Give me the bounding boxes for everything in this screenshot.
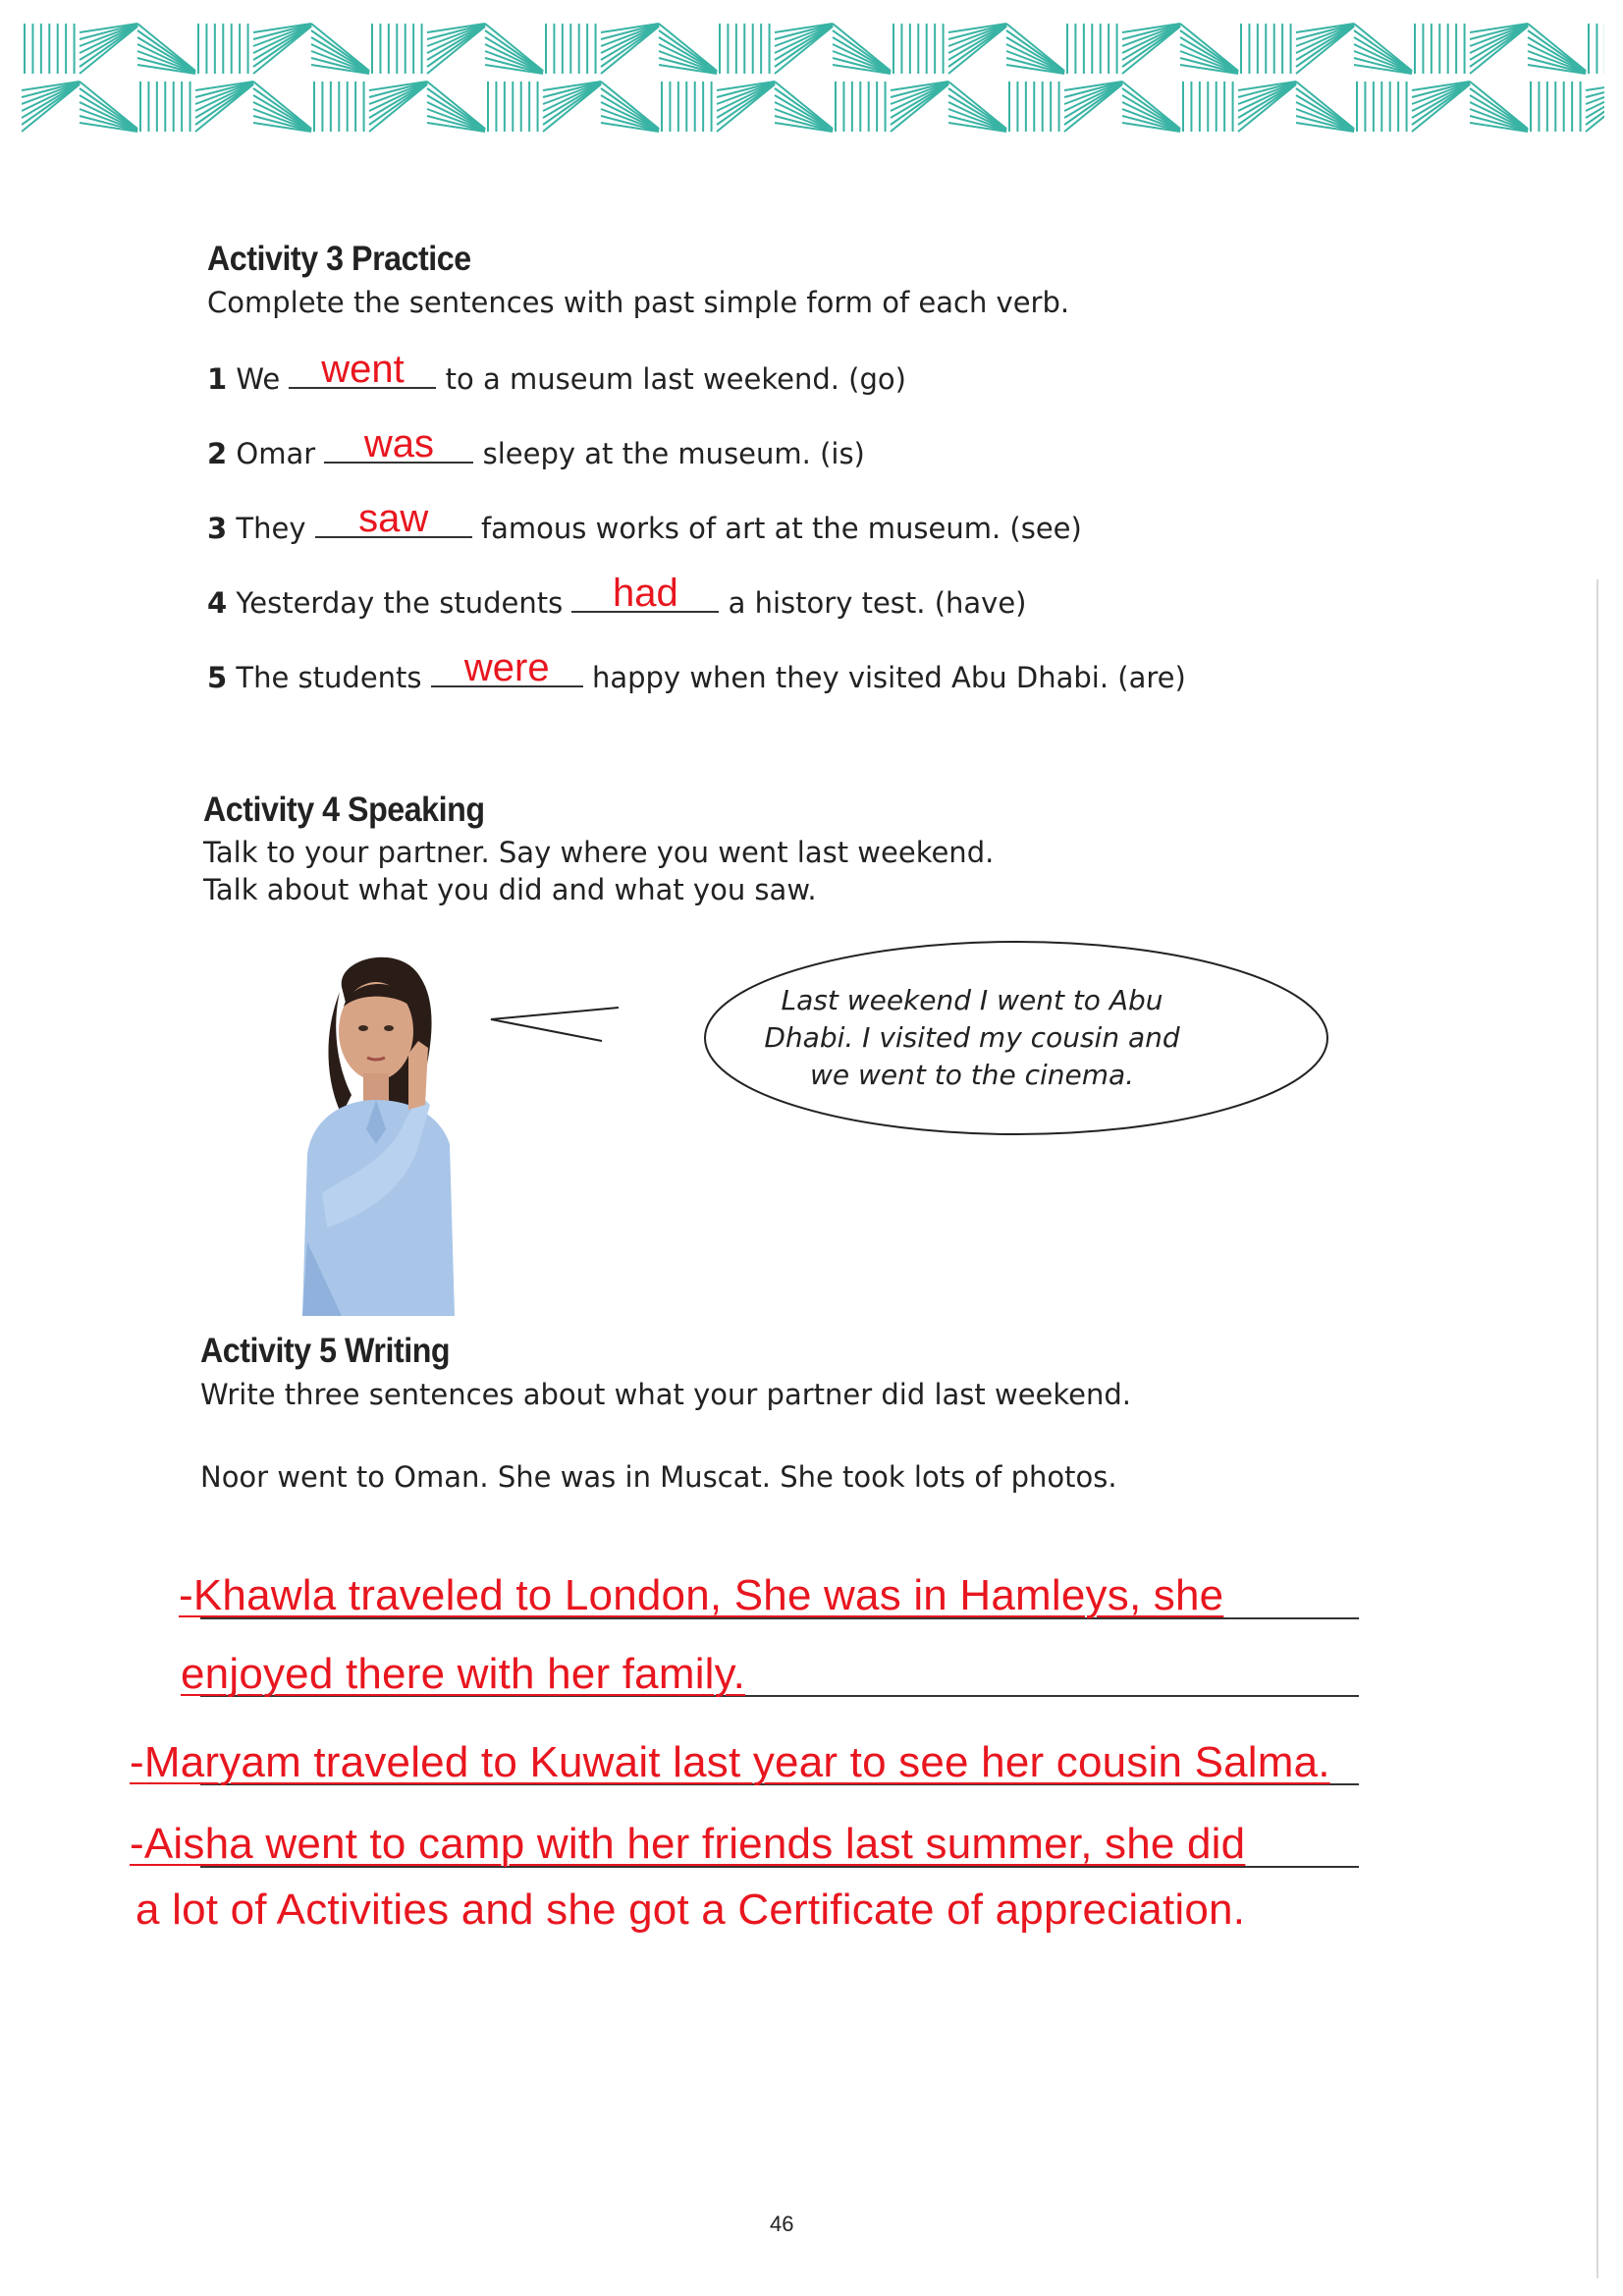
banner-stroke: [369, 84, 427, 132]
activity-5-instruction: Write three sentences about what your partner did last weekend.: [200, 1378, 1131, 1411]
banner-stroke: [1470, 27, 1528, 74]
activity-3-title: Activity 3 Practice: [207, 240, 471, 278]
item-text-after: sleepy at the museum. (is): [482, 437, 865, 470]
page-edge-line: [1596, 579, 1598, 2278]
activity-3-instruction: Complete the sentences with past simple form of each verb.: [207, 286, 1070, 319]
answer-blank[interactable]: [571, 572, 719, 615]
item-number: 4: [207, 586, 228, 620]
banner-stroke: [1470, 82, 1528, 129]
banner-stroke: [1586, 82, 1604, 90]
bubble-line-3: we went to the cinema.: [809, 1059, 1135, 1091]
banner-stroke: [1064, 84, 1122, 132]
item-number: 5: [207, 661, 228, 694]
banner-stroke: [195, 84, 253, 132]
answer-blank[interactable]: [324, 422, 473, 465]
exercise-item-5: [207, 646, 1186, 694]
item-text-after: happy when they visited Abu Dhabi. (are): [591, 661, 1186, 694]
banner-stroke: [427, 82, 485, 129]
banner-stroke: [775, 27, 833, 74]
banner-stroke: [22, 84, 80, 132]
banner-stroke: [833, 24, 891, 71]
activity-4-instruction-1: Talk to your partner. Say where you went last weekend.: [203, 836, 995, 869]
banner-stroke: [485, 24, 543, 71]
page-number: 46: [770, 2212, 794, 2236]
bubble-line-1: Last weekend I went to Abu: [781, 984, 1163, 1016]
banner-stroke: [253, 27, 311, 74]
banner-stroke: [1122, 82, 1180, 129]
exercise-item-1: [207, 348, 906, 396]
handwritten-answer-line-3: -Maryam traveled to Kuwait last year to see her cousin Salma.: [130, 1738, 1330, 1786]
banner-stroke: [659, 24, 717, 71]
item-text-before: They: [236, 512, 306, 545]
banner-stroke: [775, 82, 833, 129]
exercise-item-3: [207, 497, 1082, 545]
item-text-after: famous works of art at the museum. (see): [480, 512, 1082, 545]
banner-stroke: [601, 82, 659, 129]
banner-stroke: [1122, 27, 1180, 74]
answer-text: were: [463, 646, 550, 689]
handwritten-answer-line-5: a lot of Activities and she got a Certificate of appreciation.: [135, 1886, 1246, 1934]
answer-text: saw: [358, 497, 429, 540]
banner-stroke: [253, 82, 311, 129]
banner-stroke: [80, 27, 137, 74]
banner-stroke: [1412, 84, 1470, 132]
item-text-before: Omar: [236, 437, 316, 470]
answer-blank[interactable]: [315, 497, 472, 540]
handwritten-answer-line-1: -Khawla traveled to London, She was in Hamleys, she: [179, 1571, 1224, 1619]
item-number: 1: [207, 362, 228, 396]
banner-stroke: [891, 84, 948, 132]
bubble-line-2: Dhabi. I visited my cousin and: [764, 1021, 1180, 1054]
banner-stroke: [717, 84, 775, 132]
item-number: 2: [207, 437, 228, 470]
answer-text: went: [321, 348, 405, 391]
banner-stroke: [80, 82, 137, 129]
banner-stroke: [1296, 27, 1354, 74]
banner-stroke: [543, 84, 601, 132]
banner-stroke: [1296, 82, 1354, 129]
item-text-before: The students: [236, 661, 422, 694]
item-text-before: Yesterday the students: [236, 586, 564, 620]
activity-4-title: Activity 4 Speaking: [203, 791, 485, 829]
answer-blank[interactable]: [431, 646, 583, 689]
banner-stroke: [1528, 24, 1586, 71]
handwritten-answer-line-4: -Aisha went to camp with her friends last summer, she did: [130, 1820, 1246, 1868]
exercise-item-4: [207, 572, 1027, 620]
activity-5-title: Activity 5 Writing: [200, 1332, 451, 1370]
item-text-after: to a museum last weekend. (go): [445, 362, 906, 396]
answer-blank[interactable]: [289, 348, 436, 391]
banner-stroke: [1180, 24, 1238, 71]
item-text-after: a history test. (have): [728, 586, 1027, 620]
exercise-item-2: [207, 422, 865, 470]
item-text-before: We: [236, 362, 281, 396]
banner-stroke: [1238, 84, 1296, 132]
banner-stroke: [948, 27, 1006, 74]
decorative-banner: [22, 20, 1604, 136]
woman-thinking-illustration: [283, 948, 504, 1316]
banner-stroke: [601, 27, 659, 74]
item-number: 3: [207, 512, 228, 545]
example-sentence: Noor went to Oman. She was in Muscat. She took lots of photos.: [200, 1460, 1117, 1494]
banner-stroke: [1006, 24, 1064, 71]
banner-stroke: [311, 24, 369, 71]
handwritten-answer-line-2: enjoyed there with her family.: [181, 1650, 746, 1698]
banner-stroke: [427, 27, 485, 74]
activity-4-instruction-2: Talk about what you did and what you saw.: [203, 873, 817, 906]
banner-stroke: [1354, 24, 1412, 71]
banner-stroke: [137, 24, 195, 71]
answer-text: was: [363, 422, 434, 465]
answer-text: had: [613, 572, 678, 615]
speech-bubble-text: [707, 982, 1237, 1094]
banner-stroke: [948, 82, 1006, 129]
